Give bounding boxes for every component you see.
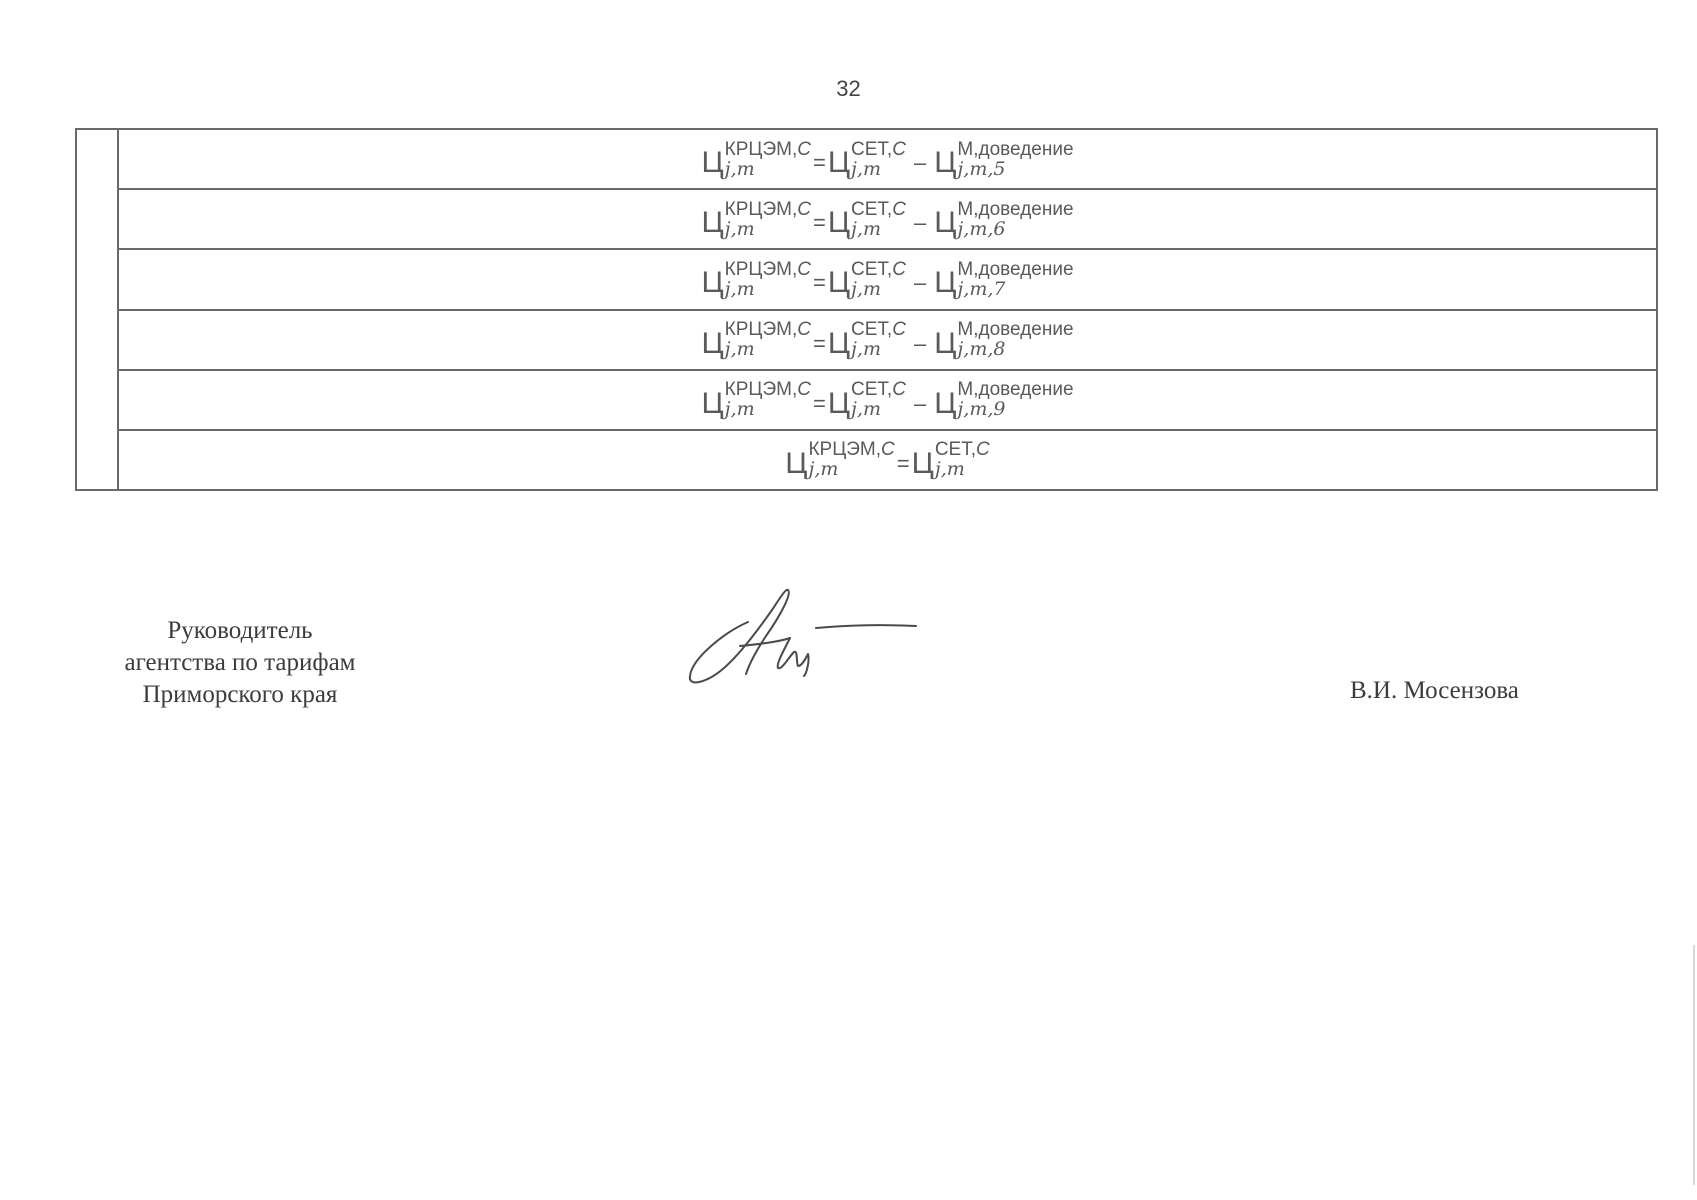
equals-sign: = — [896, 450, 910, 476]
superscript-c: C — [797, 319, 811, 341]
scan-edge-line — [1693, 945, 1695, 1185]
superscript-c: C — [797, 138, 811, 160]
signatory-name: В.И. Мосензова — [1350, 677, 1519, 704]
superscript-c: C — [797, 198, 811, 220]
subscript-jm: j,m — [724, 157, 755, 180]
minus-sign: – — [913, 390, 927, 416]
minus-sign: – — [913, 150, 927, 176]
equals-sign: = — [812, 210, 826, 236]
subscript-jm: j,m — [724, 217, 755, 240]
term-set — [828, 320, 906, 359]
term-dovedenie — [934, 320, 1073, 359]
subscript-jm: j,m — [851, 398, 881, 421]
term-set — [828, 200, 906, 239]
superscript-dovedenie: М,доведение — [957, 138, 1074, 160]
superscript-c: C — [892, 379, 906, 401]
term-set — [828, 260, 906, 299]
term-dovedenie — [934, 200, 1073, 239]
formula-row — [119, 130, 1656, 190]
subscript-jm: j,m — [934, 458, 965, 481]
subscript-jm: j,m — [808, 458, 839, 481]
term-dovedenie — [934, 380, 1073, 419]
superscript-c: C — [976, 439, 990, 461]
price-symbol: Ц — [785, 446, 808, 480]
superscript-c: C — [892, 319, 906, 341]
price-symbol: Ц — [934, 326, 957, 360]
formula — [701, 260, 1073, 299]
term-set — [912, 440, 990, 479]
price-symbol: Ц — [701, 266, 724, 300]
formula-row — [119, 431, 1656, 489]
term-krcem — [701, 320, 811, 359]
formula — [701, 380, 1073, 419]
superscript-c: C — [892, 198, 906, 220]
subscript-jm-index: j,m,6 — [957, 217, 1006, 240]
formula-row — [119, 190, 1656, 250]
formula-row — [119, 311, 1656, 371]
subscript-jm: j,m — [724, 338, 755, 361]
term-krcem — [701, 260, 811, 299]
term-krcem — [701, 140, 811, 179]
price-symbol: Ц — [827, 386, 851, 420]
superscript-krcem: КРЦЭМ, — [724, 319, 798, 341]
subscript-jm-index: j,m,9 — [957, 398, 1006, 421]
term-set — [828, 380, 906, 419]
subscript-jm: j,m — [851, 338, 881, 361]
subscript-jm-index: j,m,5 — [957, 157, 1006, 180]
term-krcem — [785, 440, 895, 479]
superscript-set: СЕТ, — [851, 258, 893, 280]
price-symbol: Ц — [701, 206, 724, 240]
subscript-jm: j,m — [851, 157, 881, 180]
superscript-krcem: КРЦЭМ, — [808, 439, 882, 461]
page-number: 32 — [836, 76, 861, 101]
superscript-c: C — [797, 258, 811, 280]
superscript-set: СЕТ, — [851, 198, 893, 220]
price-symbol: Ц — [911, 446, 934, 480]
equals-sign: = — [812, 390, 826, 416]
term-krcem — [701, 380, 811, 419]
term-dovedenie — [934, 140, 1073, 179]
formula-row — [119, 250, 1656, 310]
price-symbol: Ц — [701, 326, 724, 360]
superscript-dovedenie: М,доведение — [957, 258, 1074, 280]
subscript-jm: j,m — [724, 277, 755, 300]
price-symbol: Ц — [934, 146, 957, 180]
subscript-jm: j,m — [724, 398, 755, 421]
price-symbol: Ц — [934, 206, 957, 240]
equals-sign: = — [812, 150, 826, 176]
equals-sign: = — [812, 330, 826, 356]
signatory-title-line: агентства по тарифам — [124, 649, 356, 676]
formula — [701, 200, 1073, 239]
price-symbol: Ц — [827, 146, 851, 180]
formula — [701, 320, 1073, 359]
minus-sign: – — [913, 210, 927, 236]
subscript-jm-index: j,m,7 — [957, 277, 1006, 300]
superscript-krcem: КРЦЭМ, — [724, 258, 798, 280]
price-symbol: Ц — [827, 326, 851, 360]
superscript-c: C — [892, 138, 906, 160]
formula — [785, 440, 989, 479]
subscript-jm-index: j,m,8 — [957, 338, 1006, 361]
price-symbol: Ц — [701, 386, 724, 420]
formula — [701, 140, 1073, 179]
formula-table — [75, 128, 1658, 491]
term-krcem — [701, 200, 811, 239]
minus-sign: – — [913, 330, 927, 356]
signatory-title-line: Руководитель — [167, 617, 313, 644]
subscript-jm: j,m — [851, 277, 881, 300]
superscript-c: C — [892, 258, 906, 280]
price-symbol: Ц — [827, 206, 851, 240]
superscript-set: СЕТ, — [851, 319, 893, 341]
signatory-title-line: Приморского края — [142, 681, 338, 708]
superscript-set: СЕТ, — [934, 439, 976, 461]
price-symbol: Ц — [827, 266, 851, 300]
superscript-c: C — [797, 379, 811, 401]
superscript-dovedenie: М,доведение — [957, 319, 1074, 341]
handwritten-signature — [680, 580, 920, 690]
superscript-set: СЕТ, — [851, 138, 893, 160]
equals-sign: = — [812, 270, 826, 296]
formula-rows — [119, 130, 1656, 489]
superscript-krcem: КРЦЭМ, — [724, 379, 798, 401]
minus-sign: – — [913, 270, 927, 296]
superscript-dovedenie: М,доведение — [957, 379, 1074, 401]
signatory-title — [80, 615, 400, 711]
price-symbol: Ц — [934, 266, 957, 300]
subscript-jm: j,m — [851, 217, 881, 240]
superscript-c: C — [881, 439, 895, 461]
term-dovedenie — [934, 260, 1073, 299]
superscript-krcem: КРЦЭМ, — [724, 198, 798, 220]
price-symbol: Ц — [701, 146, 724, 180]
price-symbol: Ц — [934, 386, 957, 420]
superscript-krcem: КРЦЭМ, — [724, 138, 798, 160]
formula-row — [119, 371, 1656, 431]
superscript-set: СЕТ, — [851, 379, 893, 401]
term-set — [828, 140, 906, 179]
superscript-dovedenie: М,доведение — [957, 198, 1074, 220]
table-left-column — [77, 130, 119, 489]
